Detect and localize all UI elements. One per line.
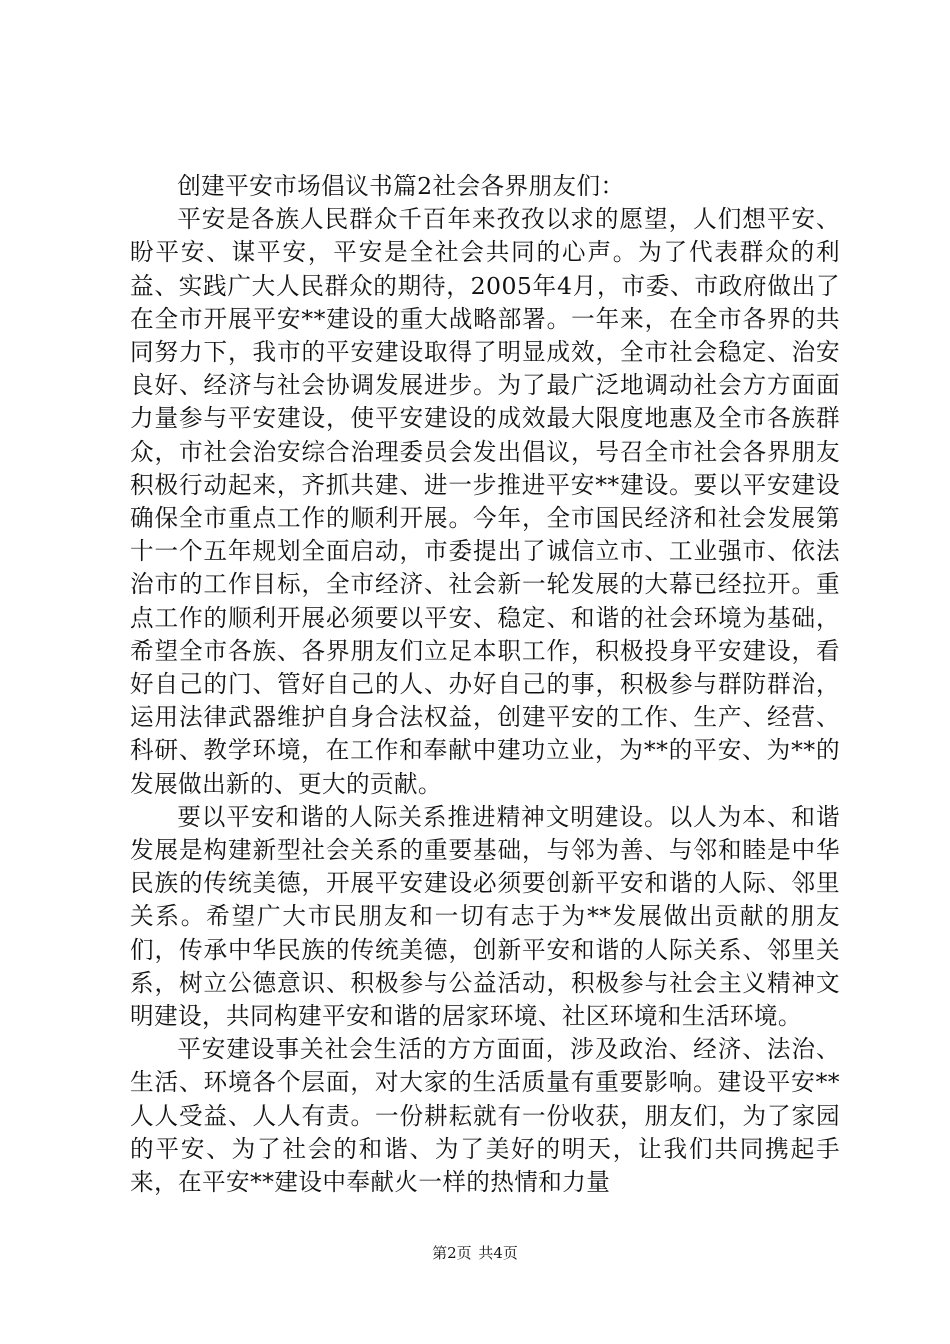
paragraph: 平安是各族人民群众千百年来孜孜以求的愿望，人们想平安、盼平安、谋平安，平安是全社会共同的心声。为了代表群众的利益、实践广大人民群众的期待，2005年4月，市委、市政府做出了在全市开展平安**建设的重大战略部署。一年来，在全市各界的共同努力下，我市的平安建设取得了明显成效，全市社会稳定、治安良好、经济与社会协调发展进步。为了最广泛地调动社会方方面面力量参与平安建设，使平安建设的成效最大限度地惠及全市各族群众，市社会治安综合治理委员会发出倡议，号召全市社会各界朋友积极行动起来，齐抓共建、进一步推进平安**建设。要以平安建设确保全市重点工作的顺利开展。今年，全市国民经济和社会发展第十一个五年规划全面启动，市委提出了诚信立市、工业强市、依法治市的工作目标，全市经济、社会新一轮发展的大幕已经拉开。重点工作的顺利开展必须要以平安、稳定、和谐的社会环境为基础，希望全市各族、各界朋友们立足本职工作，积极投身平安建设，看好自己的门、管好自己的人、办好自己的事，积极参与群防群治，运用法律武器维护自身合法权益，创建平安的工作、生产、经营、科研、教学环境，在工作和奉献中建功立业，为**的平安、为**的发展做出新的、更大的贡献。 [130,205,840,798]
paragraph: 要以平安和谐的人际关系推进精神文明建设。以人为本、和谐发展是构建新型社会关系的重要基础，与邻为善、与邻和睦是中华民族的传统美德，开展平安建设必须要创新平安和谐的人际、邻里关系。希望广大市民朋友和一切有志于为**发展做出贡献的朋友们，传承中华民族的传统美德，创新平安和谐的人际关系、邻里关系，树立公德意识、积极参与公益活动，积极参与社会主义精神文明建设，共同构建平安和谐的居家环境、社区环境和生活环境。 [130,802,840,1031]
paragraph: 平安建设事关社会生活的方方面面，涉及政治、经济、法治、生活、环境各个层面，对大家的生活质量有重要影响。建设平安**人人受益、人人有责。一份耕耘就有一份收获，朋友们，为了家园的平安、为了社会的和谐、为了美好的明天，让我们共同携起手来，在平安**建设中奉献火一样的热情和力量 [130,1035,840,1197]
paragraph-heading: 创建平安市场倡议书篇2社会各界朋友们： [177,172,625,200]
page-footer: 第2页 共4页 [432,1244,518,1262]
document-body [130,170,840,1199]
